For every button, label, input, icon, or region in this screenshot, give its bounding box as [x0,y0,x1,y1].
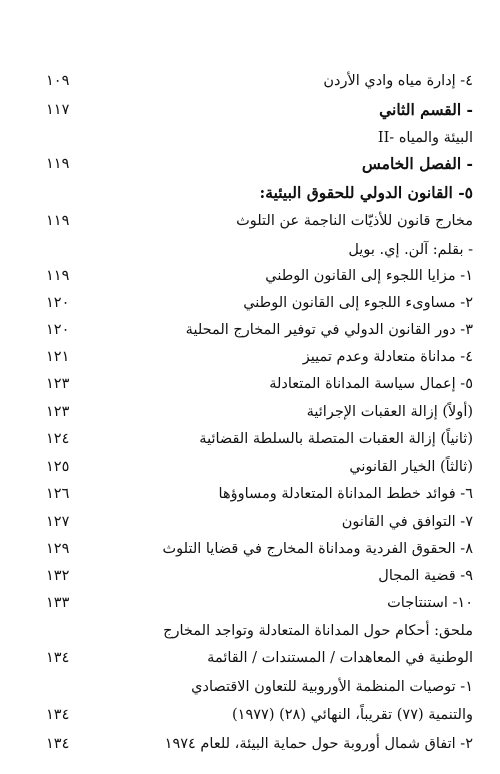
toc-entry-title: ٣- دور القانون الدولي في توفير المخارج المحلية [185,322,473,338]
toc-entry [40,68,473,94]
toc-entry [40,645,473,671]
toc-entry-title: ١- توصيات المنظمة الأوروبية للتعاون الاقتصادي [191,679,473,695]
toc-entry [40,208,473,234]
toc-entry-title: ٨- الحقوق الفردية ومداناة المخارج في قضايا التلوث [162,541,473,557]
toc-entry-title: II- البيئة والمياه [377,130,473,146]
toc-entry [40,290,473,316]
toc-entry-page-number: ١٢٣ [46,404,70,420]
toc-entry-title: ٢- مساوىء اللجوء إلى القانون الوطني [243,295,473,311]
toc-entry [40,399,473,425]
toc-entry-page-number: ١٢٧ [46,514,70,530]
toc-entry-page-number: ١٣٤ [46,736,70,752]
toc-entry [40,731,473,757]
toc-entry [40,702,473,728]
toc-entry-title: ٦- فوائد خطط المداناة المتعادلة ومساوؤها [218,486,473,502]
toc-entry-title: الوطنية في المعاهدات / المستندات / القائمة [207,650,473,666]
toc-entry-page-number: ١٢٠ [46,322,70,338]
toc-entry-title: ١٠- استنتاجات [387,595,473,611]
toc-entry [40,481,473,507]
toc-entry-title: ٢- اتفاق شمال أوروبة حول حماية البيئة، للعام ١٩٧٤ [164,736,473,752]
toc-entry-page-number: ١٣٣ [46,595,70,611]
toc-entry-page-number: ١٢٥ [46,459,70,475]
toc-entry [40,263,473,289]
toc-entry-page-number: ١١٧ [46,102,70,118]
toc-entry-title: ملحق: أحكام حول المداناة المتعادلة وتواجد المخارج [163,623,473,639]
toc-entry-title: ٥- القانون الدولي للحقوق البيئية: [259,183,473,202]
toc-entry-title: مخارج قانون للأذيّات الناجمة عن التلوث [236,213,473,229]
toc-entry [40,454,473,480]
toc-entry-page-number: ١١٩ [46,213,70,229]
toc-entry-title: ٥- إعمال سياسة المداناة المتعادلة [269,376,473,392]
toc-entry-page-number: ١٢٠ [46,295,70,311]
toc-entry [40,426,473,452]
toc-entry-title: - الفصل الخامس [361,154,473,173]
toc-entry-title: ٤- إدارة مياه وادي الأردن [323,73,473,89]
toc-entry-title: (ثالثاً) الخيار القانوني [349,459,473,475]
toc-entry-page-number: ١٢٣ [46,376,70,392]
toc-entry [40,237,473,263]
toc-entry-page-number: ١٢٩ [46,541,70,557]
toc-entry [40,97,473,123]
toc-entry [40,674,473,700]
toc-entry [40,344,473,370]
toc-entry-page-number: ١٢١ [46,349,70,365]
toc-entry-title: ٤- مداناة متعادلة وعدم تمييز [302,349,473,365]
toc-entry [40,618,473,644]
toc-entry [40,151,473,177]
toc-entry-title: - القسم الثاني [379,100,473,119]
toc-entry [40,317,473,343]
toc-entry [40,125,473,151]
toc-entry-page-number: ١٠٩ [46,73,70,89]
toc-entry-page-number: ١٣٤ [46,650,70,666]
toc-entry-page-number: ١٢٦ [46,486,70,502]
toc-entry-title: (أولاً) إزالة العقبات الإجرائية [306,404,473,420]
toc-entry [40,536,473,562]
toc-entry-page-number: ١٢٤ [46,431,70,447]
toc-entry [40,563,473,589]
toc-entry-title: والتنمية (٧٧) تقريباً، النهائي (٢٨) (١٩٧٧) [232,707,473,723]
toc-entry-title: ١- مزايا اللجوء إلى القانون الوطني [265,268,473,284]
toc-entry-title: ٩- قضية المجال [378,568,473,584]
toc-entry-page-number: ١٣٢ [46,568,70,584]
toc-entry-page-number: ١٣٤ [46,707,70,723]
toc-entry [40,590,473,616]
toc-entry-title: - بقلم: آلن. إي. بويل [348,242,473,258]
toc-entry [40,509,473,535]
toc-entry-title: (ثانياً) إزالة العقبات المتصلة بالسلطة القضائية [199,431,473,447]
toc-entry [40,180,473,206]
toc-entry-title: ٧- التوافق في القانون [341,514,473,530]
toc-entry-page-number: ١١٩ [46,156,70,172]
toc-entry [40,371,473,397]
toc-entry-page-number: ١١٩ [46,268,70,284]
